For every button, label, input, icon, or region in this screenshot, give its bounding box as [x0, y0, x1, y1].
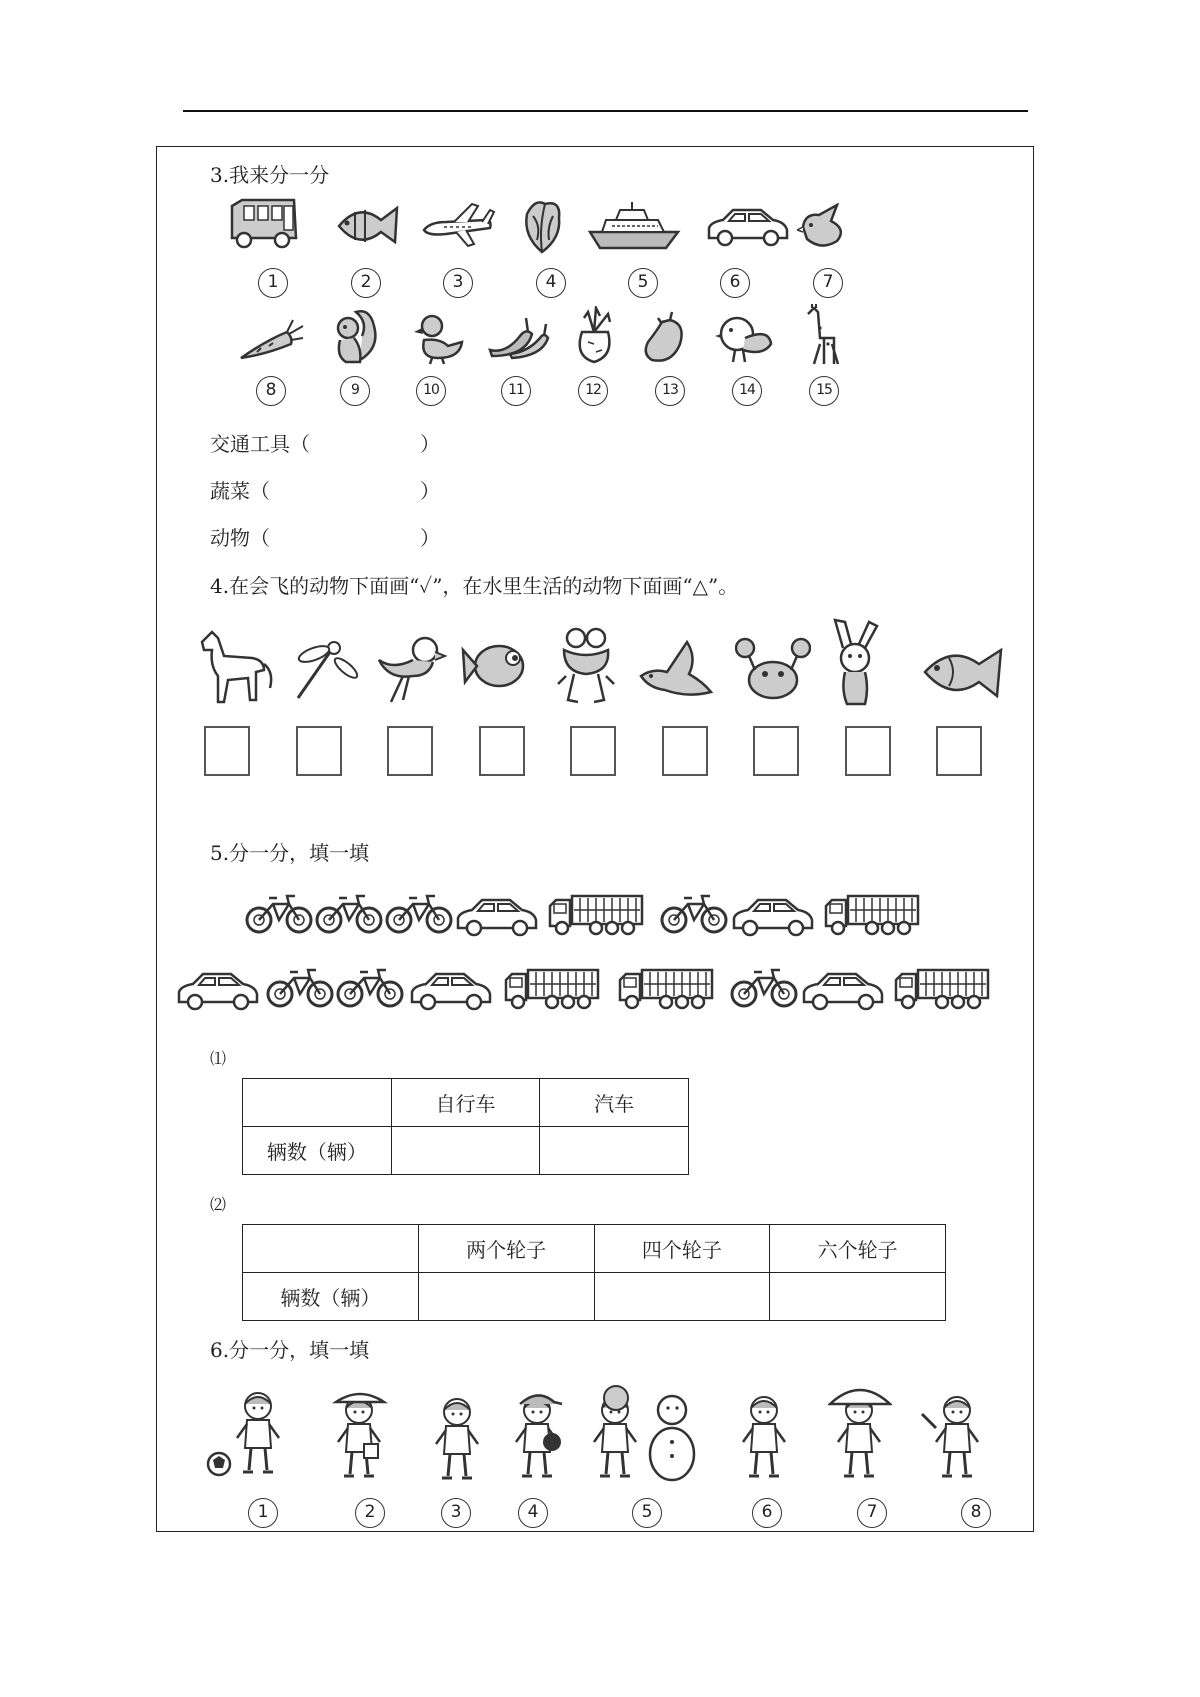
bicycle-icon: [730, 964, 800, 1012]
boy-waving-icon: [920, 1384, 990, 1484]
answer-box[interactable]: [753, 726, 799, 776]
duck-icon: [414, 312, 466, 366]
truck-icon: [892, 968, 992, 1012]
bicycle-icon: [385, 890, 455, 938]
horse-icon: [194, 628, 276, 712]
number-9: 9: [340, 376, 370, 406]
number-5: 5: [628, 268, 658, 298]
bicycle-icon: [245, 890, 315, 938]
girl-icon: [430, 1388, 486, 1484]
table-header-bicycle: 自行车: [391, 1079, 540, 1127]
dragonfly-icon: [290, 634, 358, 704]
crab-icon: [735, 634, 811, 708]
part2-label: ⑵: [210, 1195, 227, 1214]
number-7: 7: [857, 1498, 887, 1528]
car-icon: [705, 200, 791, 252]
number-4: 4: [518, 1498, 548, 1528]
ship-icon: [588, 200, 682, 252]
number-2: 2: [351, 268, 381, 298]
chili-icon: [486, 314, 550, 364]
car-icon: [175, 970, 263, 1014]
category-close: ）: [420, 432, 440, 456]
giraffe-icon: [800, 304, 840, 368]
table-header-four-wheels: 四个轮子: [594, 1225, 770, 1273]
girl-with-hat-and-bag-icon: [330, 1384, 390, 1484]
number-4: 4: [536, 268, 566, 298]
answer-box[interactable]: [387, 726, 433, 776]
airplane-icon: [420, 200, 496, 252]
number-7: 7: [813, 268, 843, 298]
table-answer-cell[interactable]: [770, 1273, 946, 1321]
number-3: 3: [441, 1498, 471, 1528]
girl-with-sunhat-icon: [828, 1380, 892, 1484]
header-rule: [183, 110, 1028, 112]
goldfish-icon: [461, 638, 529, 694]
table-wheels: [242, 1224, 946, 1321]
truck-icon: [822, 894, 922, 938]
truck-icon: [546, 894, 646, 938]
category-animals-label: 动物（: [210, 526, 270, 550]
table-bikes-cars: [242, 1078, 689, 1175]
car-icon: [800, 970, 888, 1014]
boy-kicking-ball-icon: [205, 1384, 295, 1484]
part1-label: ⑴: [210, 1049, 227, 1068]
q5-title: 5.分一分，填一填: [210, 841, 370, 865]
category-transport: [210, 428, 440, 457]
number-12: 12: [578, 376, 608, 406]
number-10: 10: [416, 376, 446, 406]
truck-icon: [502, 968, 602, 1012]
boy-with-ball-icon: [510, 1384, 570, 1484]
answer-box[interactable]: [662, 726, 708, 776]
table-answer-cell[interactable]: [391, 1127, 540, 1175]
frog-icon: [556, 626, 616, 708]
chick-icon: [715, 312, 775, 366]
bus-icon: [228, 196, 300, 252]
bicycle-icon: [266, 964, 336, 1012]
answer-box[interactable]: [570, 726, 616, 776]
category-transport-label: 交通工具（: [210, 432, 310, 456]
q3-title: 3.我来分一分: [210, 163, 330, 187]
fish-icon: [921, 642, 1005, 704]
car-icon: [730, 896, 818, 940]
table-header-two-wheels: 两个轮子: [418, 1225, 594, 1273]
answer-box[interactable]: [845, 726, 891, 776]
car-icon: [408, 970, 496, 1014]
number-3: 3: [443, 268, 473, 298]
q6-title: 6.分一分，填一填: [210, 1338, 370, 1362]
bicycle-icon: [336, 964, 406, 1012]
number-1: 1: [248, 1498, 278, 1528]
number-15: 15: [809, 376, 839, 406]
table-answer-cell[interactable]: [418, 1273, 594, 1321]
squirrel-icon: [330, 306, 382, 366]
number-1: 1: [258, 268, 288, 298]
category-close: ）: [420, 526, 440, 550]
radish-icon: [570, 306, 620, 366]
table-header-six-wheels: 六个轮子: [770, 1225, 946, 1273]
number-2: 2: [355, 1498, 385, 1528]
answer-box[interactable]: [204, 726, 250, 776]
number-13: 13: [655, 376, 685, 406]
rabbit-icon: [825, 618, 887, 710]
number-8: 8: [256, 376, 286, 406]
number-6: 6: [720, 268, 750, 298]
truck-icon: [616, 968, 716, 1012]
car-icon: [454, 896, 542, 940]
category-animals: [210, 522, 440, 551]
cabbage-icon: [517, 196, 567, 256]
category-close: ）: [420, 479, 440, 503]
fish-icon: [333, 202, 403, 252]
number-5: 5: [632, 1498, 662, 1528]
answer-box[interactable]: [479, 726, 525, 776]
category-vegetables: [210, 475, 440, 504]
number-14: 14: [732, 376, 762, 406]
answer-box[interactable]: [936, 726, 982, 776]
girl-with-snowman-icon: [590, 1380, 700, 1484]
table-header-empty: [243, 1079, 392, 1127]
number-8: 8: [961, 1498, 991, 1528]
category-vegetables-label: 蔬菜（: [210, 479, 270, 503]
answer-box[interactable]: [296, 726, 342, 776]
boy-walking-icon: [735, 1384, 795, 1484]
number-6: 6: [752, 1498, 782, 1528]
bicycle-icon: [315, 890, 385, 938]
q4-title: 4.在会飞的动物下面画“✓”，在水里生活的动物下面画“△”。: [210, 574, 739, 598]
table-row-label: 辆数（辆）: [243, 1127, 392, 1175]
carrot-icon: [237, 318, 305, 364]
parrot-icon: [373, 630, 457, 706]
bicycle-icon: [660, 890, 730, 938]
number-11: 11: [501, 376, 531, 406]
eggplant-icon: [640, 310, 690, 366]
bird-icon: [797, 203, 849, 249]
table-header-car: 汽车: [540, 1079, 689, 1127]
table-row-label: 辆数（辆）: [243, 1273, 419, 1321]
table-header-empty: [243, 1225, 419, 1273]
table-answer-cell[interactable]: [540, 1127, 689, 1175]
dove-icon: [637, 638, 717, 704]
table-answer-cell[interactable]: [594, 1273, 770, 1321]
